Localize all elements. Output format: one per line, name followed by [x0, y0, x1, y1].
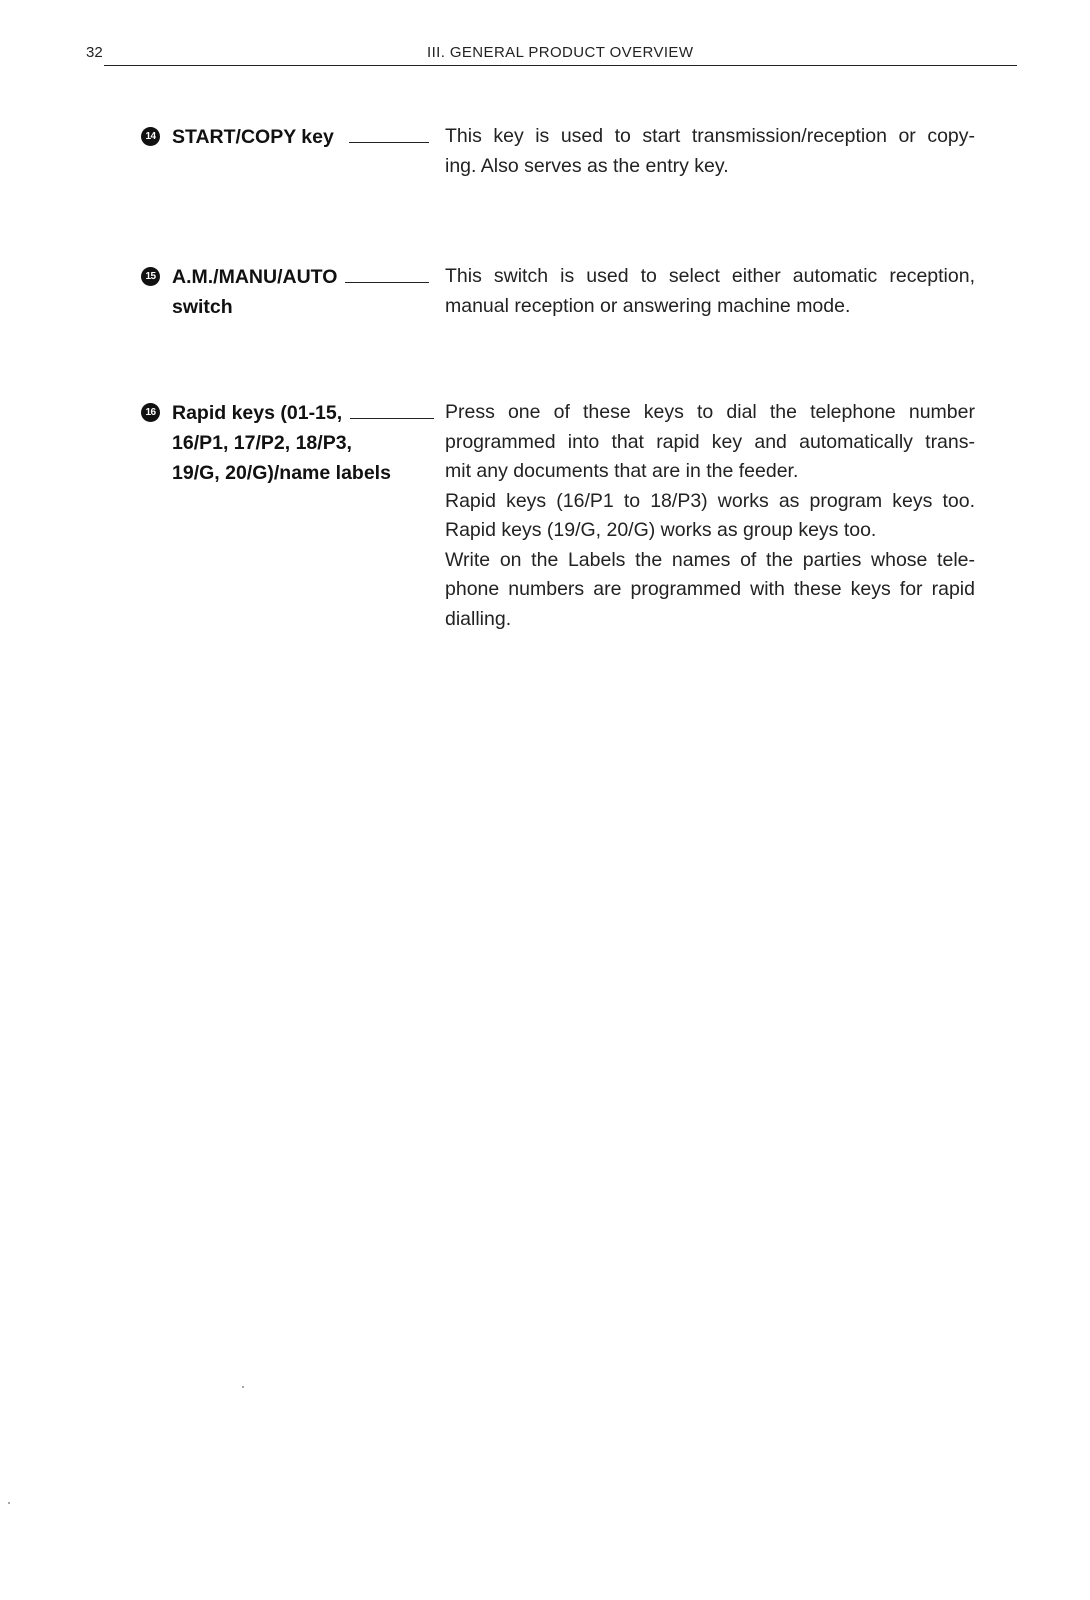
entry-term	[172, 122, 429, 152]
entry-description	[445, 398, 975, 634]
description-line: manual reception or answering machine mode.	[445, 294, 851, 317]
term-line: Rapid keys (01-15,	[172, 402, 343, 424]
term-line: START/COPY key	[172, 126, 334, 148]
description-line: Rapid keys (16/P1 to 18/P3) works as program keys too.	[445, 489, 975, 512]
term-line: 16/P1, 17/P2, 18/P3,	[172, 432, 352, 454]
leader-line	[350, 417, 434, 419]
description-line: programmed into that rapid key and automatically trans-	[445, 430, 975, 453]
description-line: dialling.	[445, 607, 512, 630]
description-line: phone numbers are programmed with these keys for rapid	[445, 578, 975, 600]
section-title: III. GENERAL PRODUCT OVERVIEW	[427, 44, 694, 61]
number-14-icon: 14	[141, 127, 160, 146]
term-line: 19/G, 20/G)/name labels	[172, 462, 391, 484]
description-line: Write on the Labels the names of the parties whose tele-	[445, 548, 975, 571]
scan-speck	[8, 1502, 10, 1504]
page-number: 32	[86, 44, 103, 61]
leader-line	[345, 281, 429, 283]
entry-term	[172, 262, 429, 322]
description-line: This switch is used to select either automatic reception,	[445, 265, 975, 287]
number-15-icon: 15	[141, 267, 160, 286]
header-rule	[104, 65, 1017, 66]
description-line: This key is used to start transmission/reception or copy-	[445, 125, 975, 147]
term-line: switch	[172, 296, 233, 318]
entry-description	[445, 262, 975, 321]
entry-description	[445, 122, 975, 181]
description-line: mit any documents that are in the feeder.	[445, 460, 799, 482]
description-line: Press one of these keys to dial the telephone number	[445, 401, 975, 423]
description-line: ing. Also serves as the entry key.	[445, 154, 729, 177]
leader-line	[349, 141, 429, 143]
scan-speck	[242, 1386, 244, 1388]
entry-term	[172, 398, 434, 488]
number-16-icon: 16	[141, 403, 160, 422]
term-line: A.M./MANU/AUTO	[172, 266, 338, 288]
description-line: Rapid keys (19/G, 20/G) works as group keys too.	[445, 519, 877, 541]
